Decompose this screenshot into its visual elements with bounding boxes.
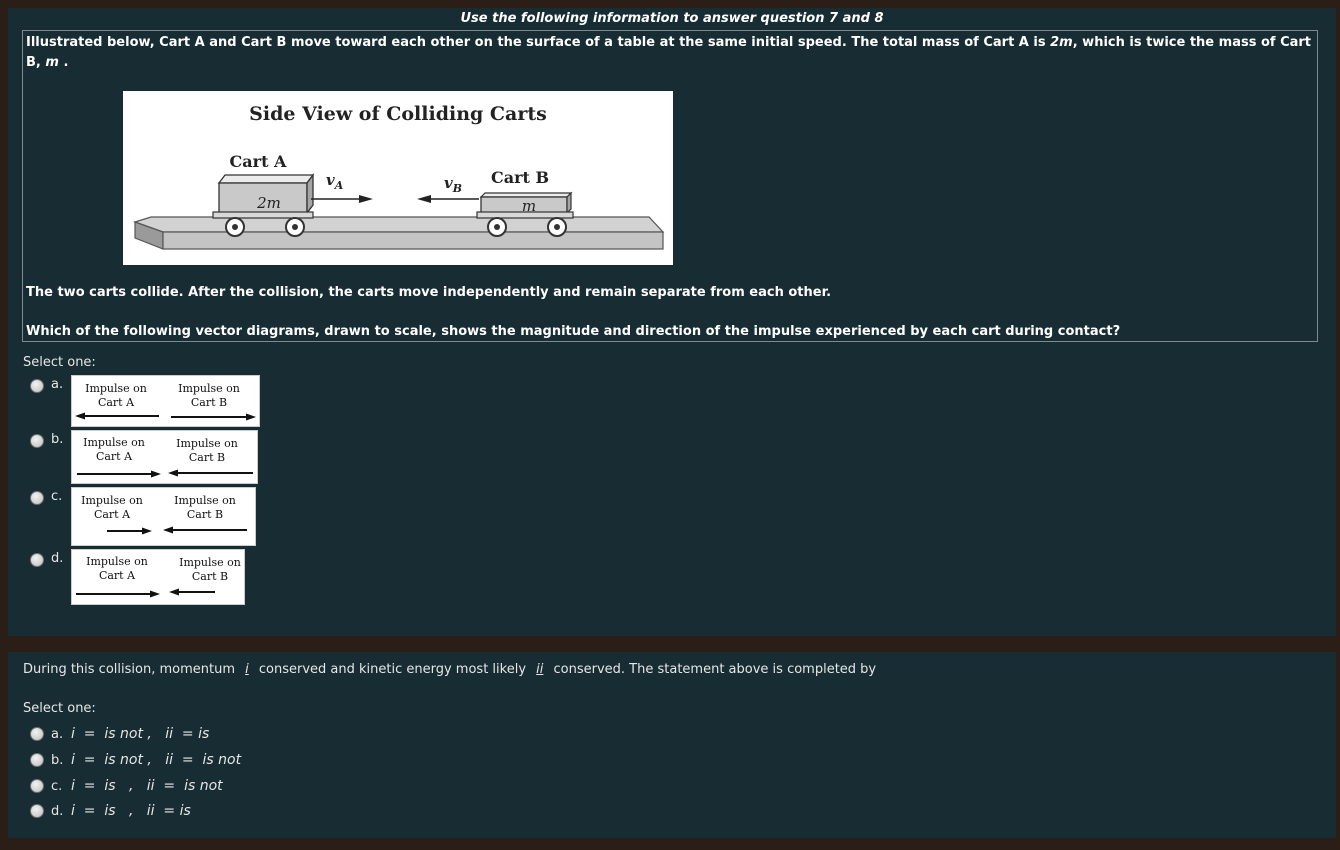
velocity-a-arrowhead (359, 195, 373, 203)
option-letter: d. (51, 551, 64, 566)
cart-b-label: Cart B (490, 168, 550, 187)
after-collision-text: The two carts collide. After the collision, the carts move independently and remain separate from each other. (26, 285, 832, 300)
impulse-arrowhead-cart-a (75, 413, 85, 420)
option-text: i = is not , ii = is not (71, 752, 242, 768)
vector-diagram-c[interactable] (71, 487, 256, 546)
intro-end: . (63, 55, 69, 70)
question-statement (23, 662, 876, 677)
blank-i: i (245, 662, 249, 677)
radio-button-c[interactable] (30, 491, 44, 505)
cart-b-mass: m (521, 197, 537, 215)
velocity-b-arrowhead (417, 195, 431, 203)
cart-a-label: Cart A (229, 152, 287, 171)
velocity-a-label: $v_A$ (326, 171, 344, 192)
velocity-b-label: $v_B$ (444, 174, 463, 195)
cart-a-mass: 2m (257, 194, 281, 212)
radio-button-c[interactable] (30, 779, 44, 793)
option-text: i = is not , ii = is (71, 726, 210, 742)
vector-diagram-d[interactable] (71, 549, 245, 605)
radio-button-b[interactable] (30, 753, 44, 767)
radio-button-d[interactable] (30, 553, 44, 567)
impulse-arrowhead-cart-b (163, 527, 173, 534)
blank-ii: ii (536, 662, 544, 677)
table-top (135, 217, 663, 232)
select-one-label: Select one: (23, 701, 96, 716)
impulse-arrowhead-cart-b (168, 470, 178, 477)
option-letter: a. (51, 377, 64, 392)
option-letter: c. (51, 489, 63, 504)
cart-a-wheel-left-hub (232, 224, 238, 230)
impulse-label-cart-b: Impulse on Cart B (178, 382, 240, 409)
intro-mass-a: 2m (1050, 35, 1073, 50)
impulse-label-cart-b: Impulse on Cart B (174, 494, 236, 521)
cart-b-side (567, 193, 571, 213)
option-letter: c. (51, 778, 63, 794)
radio-button-a[interactable] (30, 727, 44, 741)
option-letter: a. (51, 726, 64, 742)
answer-option-c[interactable] (30, 778, 223, 794)
option-letter: b. (51, 752, 64, 768)
cart-b-wheel-left-hub (494, 224, 500, 230)
impulse-label-cart-a: Impulse on Cart A (81, 494, 143, 521)
impulse-label-cart-a: Impulse on Cart A (83, 436, 145, 463)
option-text: i = is , ii = is not (71, 778, 223, 794)
impulse-arrowhead-cart-a (142, 528, 152, 535)
statement-part2: conserved and kinetic energy most likely (254, 662, 531, 677)
intro-mass-b: m (45, 55, 59, 70)
impulse-label-cart-a: Impulse on Cart A (86, 555, 148, 582)
radio-button-a[interactable] (30, 379, 44, 393)
radio-button-b[interactable] (30, 434, 44, 448)
answer-option-b[interactable] (30, 430, 258, 484)
intro-part2: , which is twice the mass of Cart B, (26, 35, 1312, 70)
impulse-label-cart-b: Impulse on Cart B (179, 556, 241, 583)
question-text-box (22, 30, 1318, 342)
intro-text (26, 33, 1314, 73)
impulse-label-cart-a: Impulse on Cart A (85, 382, 147, 409)
impulse-arrowhead-cart-b (169, 589, 179, 596)
impulse-arrowhead-cart-b (246, 414, 256, 421)
impulse-label-cart-b: Impulse on Cart B (176, 437, 238, 464)
statement-part1: During this collision, momentum (23, 662, 240, 677)
vector-diagram-a[interactable] (71, 375, 260, 427)
impulse-arrowhead-cart-a (150, 591, 160, 598)
vector-diagram-b[interactable] (71, 430, 258, 484)
cart-b-wheel-right-hub (554, 224, 560, 230)
question-7-panel (8, 8, 1336, 636)
cart-a-wheel-right-hub (292, 224, 298, 230)
select-one-label: Select one: (23, 355, 96, 370)
answer-option-a[interactable] (30, 726, 209, 742)
answer-option-d[interactable] (30, 549, 245, 605)
cart-a-top (219, 175, 313, 183)
option-letter: b. (51, 432, 64, 447)
figure-title: Side View of Colliding Carts (249, 103, 547, 125)
answer-option-c[interactable] (30, 487, 256, 546)
answer-option-d[interactable] (30, 803, 191, 819)
question-prompt: Which of the following vector diagrams, drawn to scale, shows the magnitude and direction of the impulse experienced by each cart during contact? (26, 324, 1121, 339)
answer-option-b[interactable] (30, 752, 241, 768)
answer-option-a[interactable] (30, 375, 260, 427)
option-text: i = is , ii = is (71, 803, 191, 819)
option-letter: d. (51, 803, 64, 819)
question-header: Use the following information to answer question 7 and 8 (460, 11, 884, 26)
impulse-arrowhead-cart-a (151, 471, 161, 478)
intro-part1: Illustrated below, Cart A and Cart B move toward each other on the surface of a table at the same initial speed. The total mass of Cart A is (26, 35, 1051, 50)
colliding-carts-figure (123, 91, 673, 265)
cart-a-base (213, 212, 313, 218)
question-8-panel (8, 652, 1336, 838)
statement-part3: conserved. The statement above is completed by (549, 662, 877, 677)
radio-button-d[interactable] (30, 804, 44, 818)
